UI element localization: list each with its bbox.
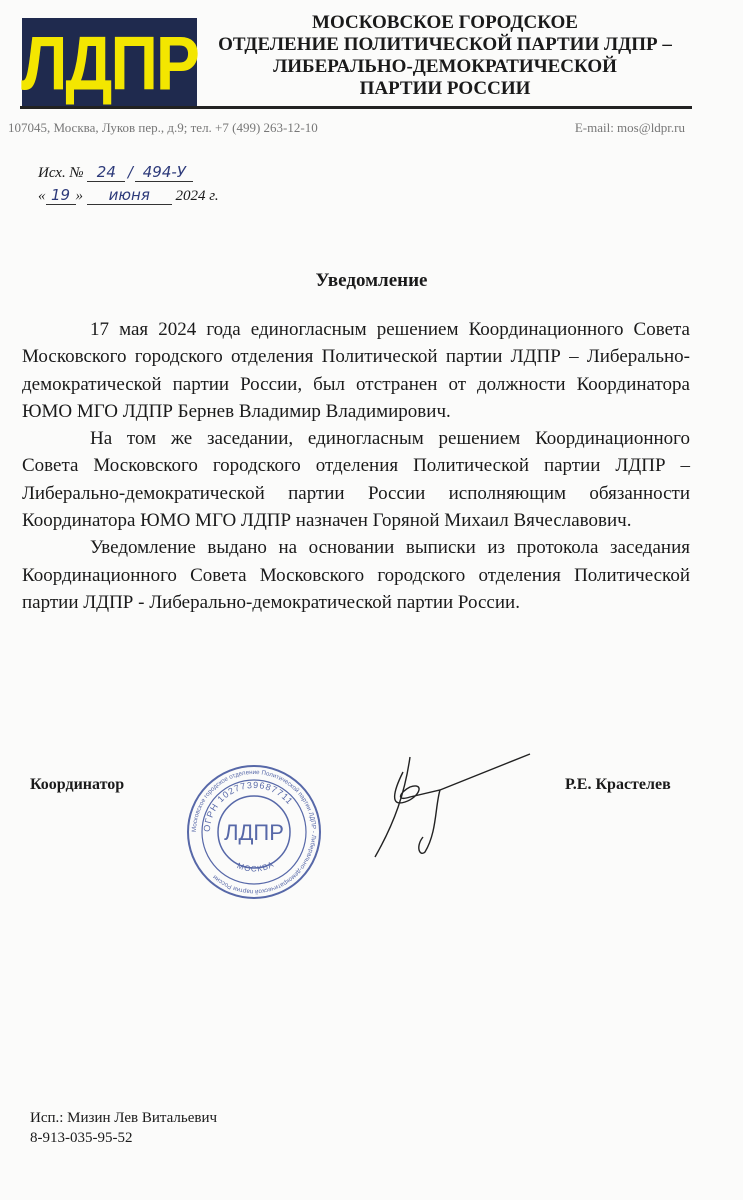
signatory-name: Р.Е. Крастелев	[565, 776, 671, 793]
executor-info: Исп.: Мизин Лев Витальевич 8-913-035-95-52	[30, 1110, 218, 1146]
organization-name: МОСКОВСКОЕ ГОРОДСКОЕ ОТДЕЛЕНИЕ ПОЛИТИЧЕСКОЙ ПАРТИИ ЛДПР – ЛИБЕРАЛЬНО-ДЕМОКРАТИЧЕСКОЙ ПАРТИИ РОССИИ	[218, 12, 672, 99]
email: E-mail: mos@ldpr.ru	[574, 120, 685, 135]
svg-text:ОГРН 1027739687711: ОГРН 1027739687711	[201, 779, 296, 833]
ldpr-logo: ЛДПР	[22, 18, 197, 108]
outgoing-number: Исх. № 24 / 494-У	[38, 163, 193, 182]
outgoing-date: « 19 » июня 2024 г.	[38, 186, 219, 204]
svg-text:Московское городское отделение: Московское городское отделение Политической партии ЛДПР - Либерально-демократической партии России	[190, 768, 318, 896]
svg-text:МОСКВА: МОСКВА	[235, 859, 276, 874]
signatory-role: Координатор	[30, 776, 125, 793]
paragraph: 17 мая 2024 года единогласным решением Координационного Совета Московского городского отделения Политической партии ЛДПР – Либерально-демократической партии России, был отстранен от должности Координатора ЮМО МГО ЛДПР Бернев Владимир Владимирович.	[22, 319, 690, 422]
handwritten-signature	[365, 752, 535, 862]
paragraph: Уведомление выдано на основании выписки из протокола заседания Координационного Совета Московского городского отделения Политической партии ЛДПР - Либерально-демократической партии России.	[22, 537, 690, 613]
document-title: Уведомление	[315, 270, 428, 291]
document-body	[22, 316, 690, 616]
header-divider	[20, 106, 692, 109]
svg-text:ЛДПР: ЛДПР	[224, 820, 284, 845]
official-stamp	[186, 764, 322, 900]
address: 107045, Москва, Луков пер., д.9; тел. +7 (499) 263-12-10	[8, 120, 318, 135]
paragraph: На том же заседании, единогласным решением Координационного Совета Московского городского отделения Политической партии ЛДПР – Либерально-демократической партии России исполняющим обязанности Координатора ЮМО МГО ЛДПР назначен Горяной Михаил Вячеславович.	[22, 428, 690, 532]
